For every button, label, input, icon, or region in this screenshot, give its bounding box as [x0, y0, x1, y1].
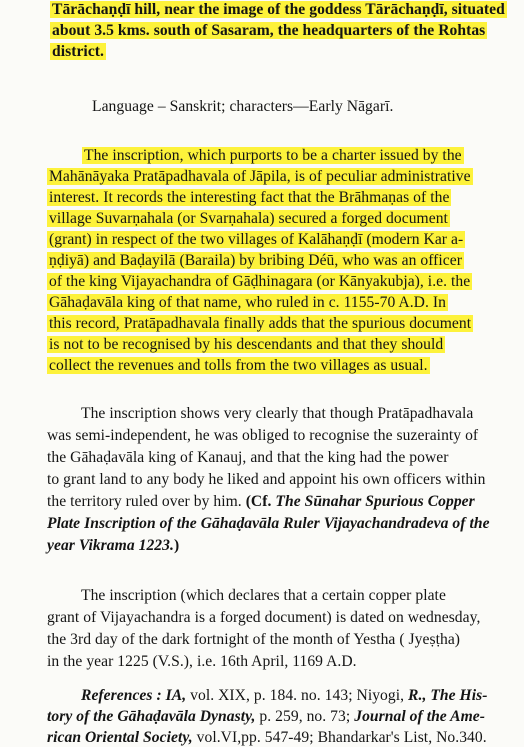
summary-line-7: of the king Vijayachandra of Gāḍhinagara (or Kānyakubja), i.e. the: [49, 273, 471, 290]
date-line-3: the 3rd day of the dark fortnight of the month of Yestha ( Jyeṣṭha): [47, 631, 461, 648]
references-label: References :: [81, 687, 162, 704]
suzerainty-line-1: The inscription shows very clearly that though Pratāpadhavala: [81, 405, 474, 422]
cf-title-line-1: The Sūnahar Spurious Copper: [275, 493, 475, 510]
location-line-1: Tārāchaṇḍī hill, near the image of the goddess Tārāchaṇḍī, situated: [52, 1, 505, 18]
date-line-2: grant of Vijayachandra is a forged document) is dated on wednesday,: [47, 609, 481, 626]
summary-line-1: The inscription, which purports to be a charter issued by the: [84, 147, 462, 164]
location-line-3: district.: [52, 43, 104, 60]
cf-prefix: (Cf.: [245, 493, 272, 510]
summary-line-4: village Suvarṇahala (or Svarṇahala) secured a forged document: [49, 210, 448, 227]
suzerainty-line-5: the territory ruled over by him.: [47, 493, 242, 510]
language-line: Language – Sanskrit; characters—Early Nāgarī.: [92, 98, 394, 115]
summary-line-2: Mahānāyaka Pratāpadhavala of Jāpila, is of peculiar administrative: [49, 168, 471, 185]
summary-line-10: is not to be recognised by his descendants and that they should: [49, 336, 444, 353]
cf-suffix: ): [173, 537, 180, 554]
summary-line-6: ṇḍiyā) and Baḍayilā (Baraila) by bribing Déū, who was an officer: [49, 252, 462, 269]
cf-title-line-2: Plate Inscription of the Gāhaḍavāla Ruler Vijayachandradeva of the: [47, 515, 490, 532]
summary-line-3: interest. It records the interesting fact that the Brāhmaṇas of the: [49, 189, 450, 206]
suzerainty-line-3: the Gāhaḍavāla king of Kanauj, and that the king had the power: [47, 449, 449, 466]
summary-line-9: this record, Pratāpadhavala finally adds that the spurious document: [49, 315, 472, 332]
summary-line-5: (grant) in respect of the two villages of Kalāhaṇḍī (modern Kar a-: [49, 231, 464, 248]
suzerainty-line-4: to grant land to any body he liked and appoint his own officers within: [47, 471, 486, 488]
summary-line-8: Gāhaḍavāla king of that name, who ruled in c. 1155-70 A.D. In: [49, 294, 446, 311]
date-line-4: in the year 1225 (V.S.), i.e. 16th April, 1169 A.D.: [47, 653, 357, 670]
cf-title-line-3: year Vikrama 1223.: [47, 537, 174, 554]
date-line-1: The inscription (which declares that a certain copper plate: [81, 587, 446, 604]
summary-line-11: collect the revenues and tolls from the two villages as usual.: [49, 357, 428, 374]
suzerainty-line-2: was semi-independent, he was obliged to recognise the suzerainty of: [47, 427, 479, 444]
location-line-2: about 3.5 kms. south of Sasaram, the headquarters of the Rohtas: [52, 22, 486, 39]
